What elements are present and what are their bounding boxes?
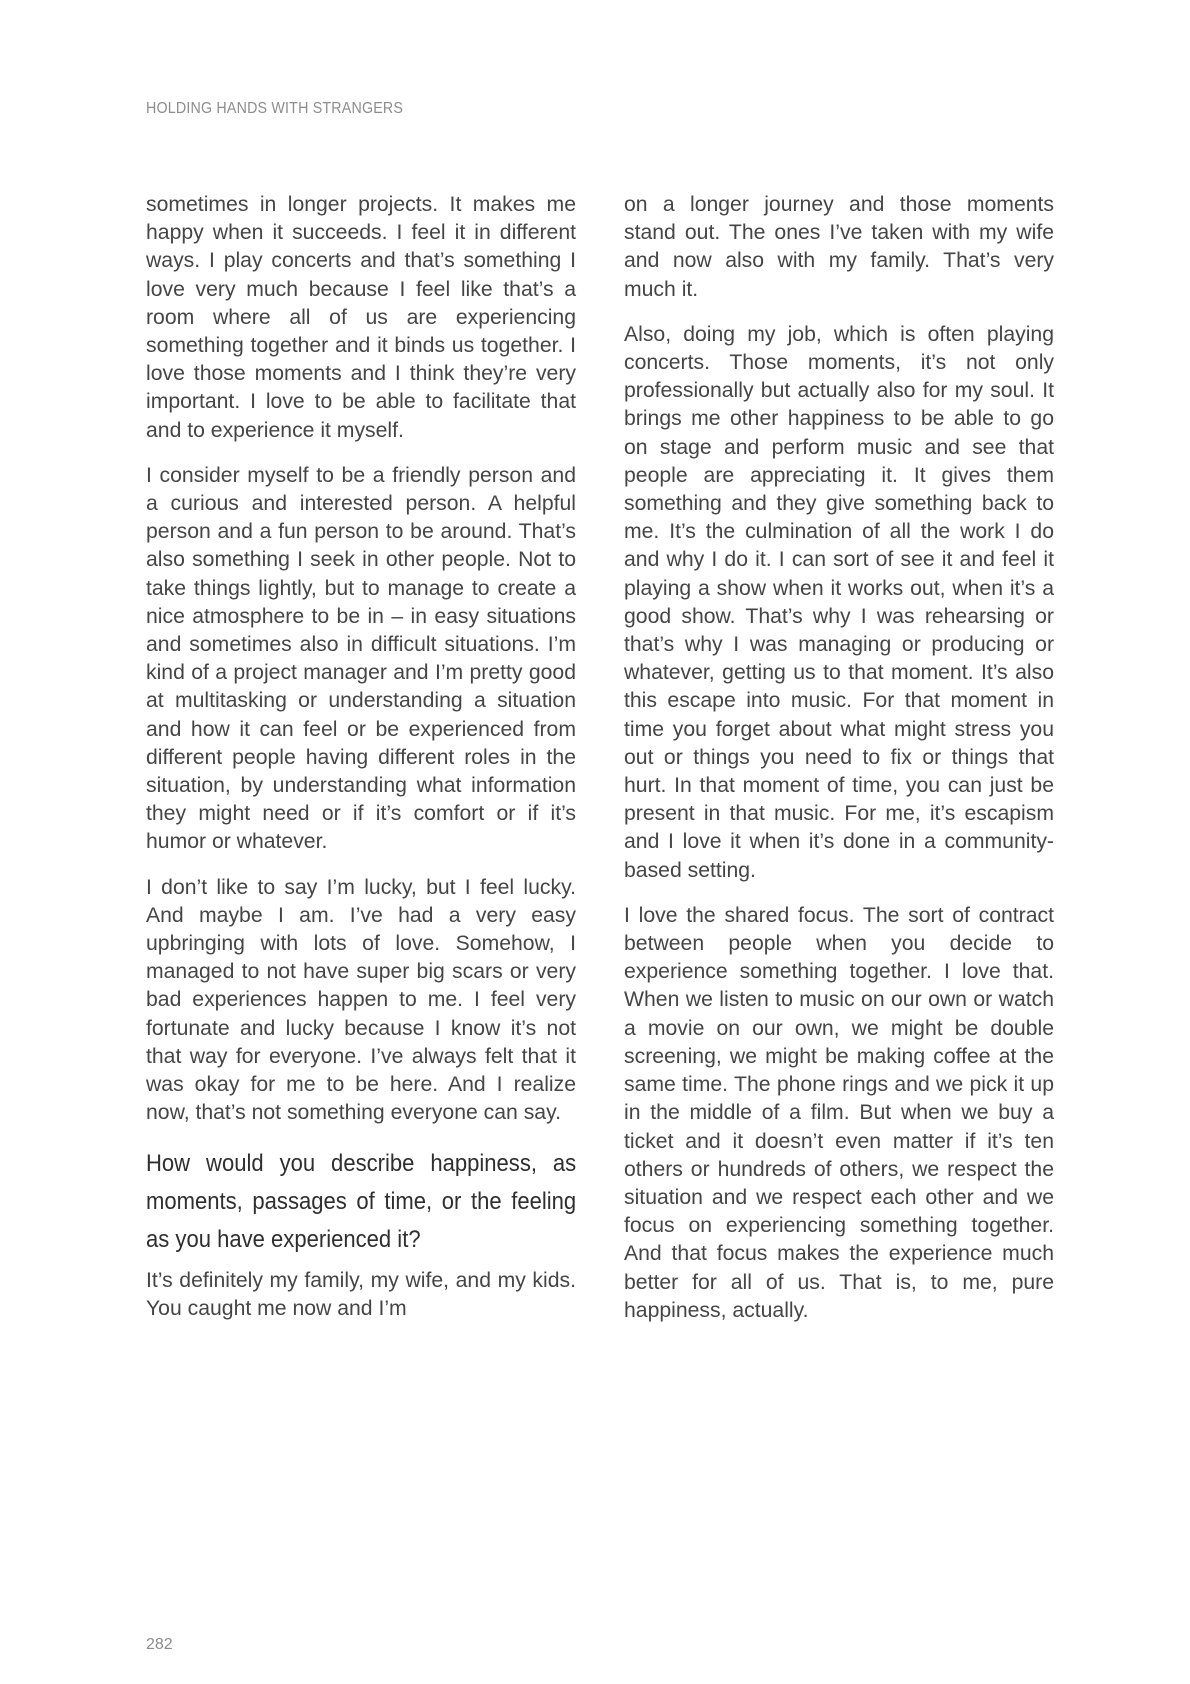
- body-paragraph: I love the shared focus. The sort of contract between people when you decide to experience something together. I love that. When we listen to music on our own or watch a movie on our own, we might be double screening, we might be making coffee at the same time. The phone rings and we pick it up in the middle of a film. But when we buy a ticket and it doesn’t even matter if it’s ten others or hundreds of others, we respect the situation and we respect each other and we focus on experiencing something together. And that focus makes the experience much better for all of us. That is, to me, pure happiness, actually.: [624, 903, 1054, 1322]
- body-paragraph: on a longer journey and those moments stand out. The ones I’ve taken with my wife and now also with my family. That’s very much it.: [624, 193, 1054, 301]
- running-header: HOLDING HANDS WITH STRANGERS: [146, 100, 404, 117]
- left-column: [146, 191, 576, 1340]
- body-paragraph: I don’t like to say I’m lucky, but I feel lucky. And maybe I am. I’ve had a very easy upbringing with lots of love. Somehow, I managed to not have super big scars or very bad experiences happen to me. I feel very fortunate and lucky because I know it’s not that way for everyone. I’ve always felt that it was okay for me to be here. And I realize now, that’s not something everyone can say.: [146, 875, 576, 1125]
- page-number: 282: [146, 1636, 173, 1653]
- interview-question: How would you describe happiness, as moments, passages of time, or the feeling as you have experienced it?: [146, 1149, 577, 1253]
- body-paragraph: Also, doing my job, which is often playing concerts. Those moments, it’s not only professionally but actually also for my soul. It brings me other happiness to be able to go on stage and perform music and see that people are appreciating it. It gives them something and they give something back to me. It’s the culmination of all the work I do and why I do it. I can sort of see it and feel it playing a show when it works out, when it’s a good show. That’s why I was rehearsing or that’s why I was managing or producing or whatever, getting us to that moment. It’s also this escape into music. For that moment in time you forget about what might stress you out or things you need to fix or things that hurt. In that moment of time, you can just be present in that music. For me, it’s escapism and I love it when it’s done in a community-based setting.: [624, 322, 1054, 882]
- right-column: [624, 191, 1054, 1342]
- body-paragraph: I consider myself to be a friendly person and a curious and interested person. A helpful person and a fun person to be around. That’s also something I seek in other people. Not to take things lightly, but to manage to create a nice atmosphere to be in – in easy situations and sometimes also in difficult situations. I’m kind of a project manager and I’m pretty good at multitasking or understanding a situation and how it can feel or be experienced from different people having different roles in the situation, by understanding what information they might need or if it’s comfort or if it’s humor or whatever.: [146, 463, 576, 854]
- answer-paragraph: It’s definitely my family, my wife, and my kids. You caught me now and I’m: [146, 1268, 576, 1320]
- body-paragraph: sometimes in longer projects. It makes me happy when it succeeds. I feel it in different ways. I play concerts and that’s something I love very much because I feel like that’s a room where all of us are experiencing something together and it binds us together. I love those moments and I think they’re very important. I love to be able to facilitate that and to experience it myself.: [146, 193, 576, 442]
